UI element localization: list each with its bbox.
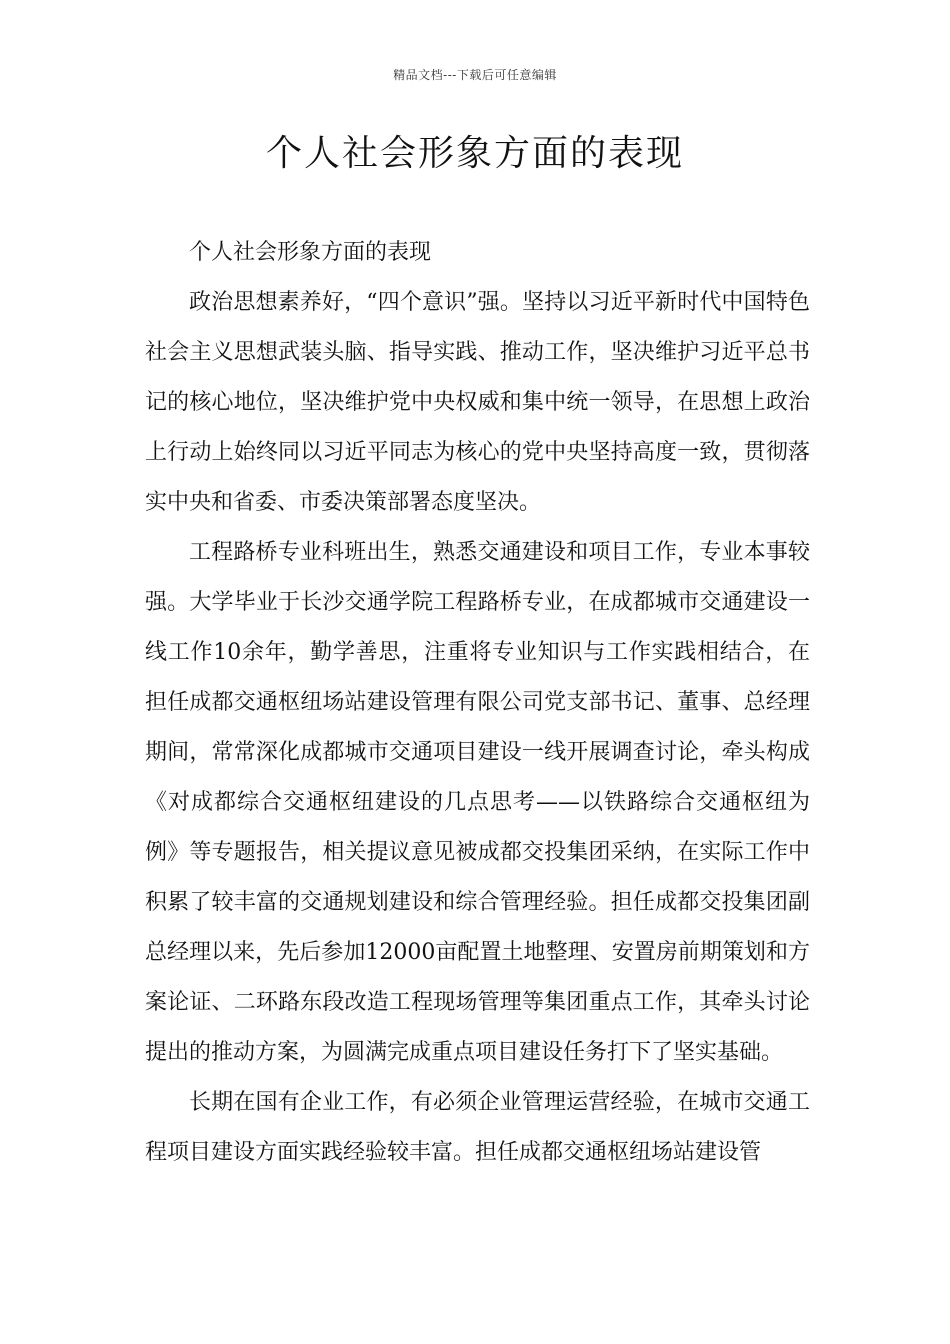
header-note: 精品文档---下载后可任意编辑 <box>393 68 557 82</box>
paragraph-political: 政治思想素养好，“四个意识”强。坚持以习近平新时代中国特色社会主义思想武装头脑、指导实践、推动工作，坚决维护习近平总书记的核心地位，坚决维护党中央权威和集中统一领导，在思想上政治上行动上始终同以习近平同志为核心的党中央坚持高度一致，贯彻落实中央和省委、市委决策部署态度坚决。 <box>145 290 810 515</box>
paragraph-professional: 工程路桥专业科班出生，熟悉交通建设和项目工作，专业本事较强。大学毕业于长沙交通学院工程路桥专业，在成都城市交通建设一线工作10余年，勤学善思，注重将专业知识与工作实践相结合，在担任成都交通枢纽场站建设管理有限公司党支部书记、董事、总经理期间，常常深化成都城市交通项目建设一线开展调查讨论，牵头构成《对成都综合交通枢纽建设的几点思考——以铁路综合交通枢纽为例》等专题报告，相关提议意见被成都交投集团采纳，在实际工作中积累了较丰富的交通规划建设和综合管理经验。担任成都交投集团副总经理以来，先后参加12000亩配置土地整理、安置房前期策划和方案论证、二环路东段改造工程现场管理等集团重点工作，其牵头讨论提出的推动方案，为圆满完成重点项目建设任务打下了坚实基础。 <box>145 540 810 1065</box>
paragraph-management: 长期在国有企业工作，有必须企业管理运营经验，在城市交通工程项目建设方面实践经验较丰富。担任成都交通枢纽场站建设管 <box>145 1090 810 1165</box>
paragraph-subtitle: 个人社会形象方面的表现 <box>189 240 432 265</box>
document-title: 个人社会形象方面的表现 <box>265 133 684 174</box>
document-body <box>145 228 810 1178</box>
